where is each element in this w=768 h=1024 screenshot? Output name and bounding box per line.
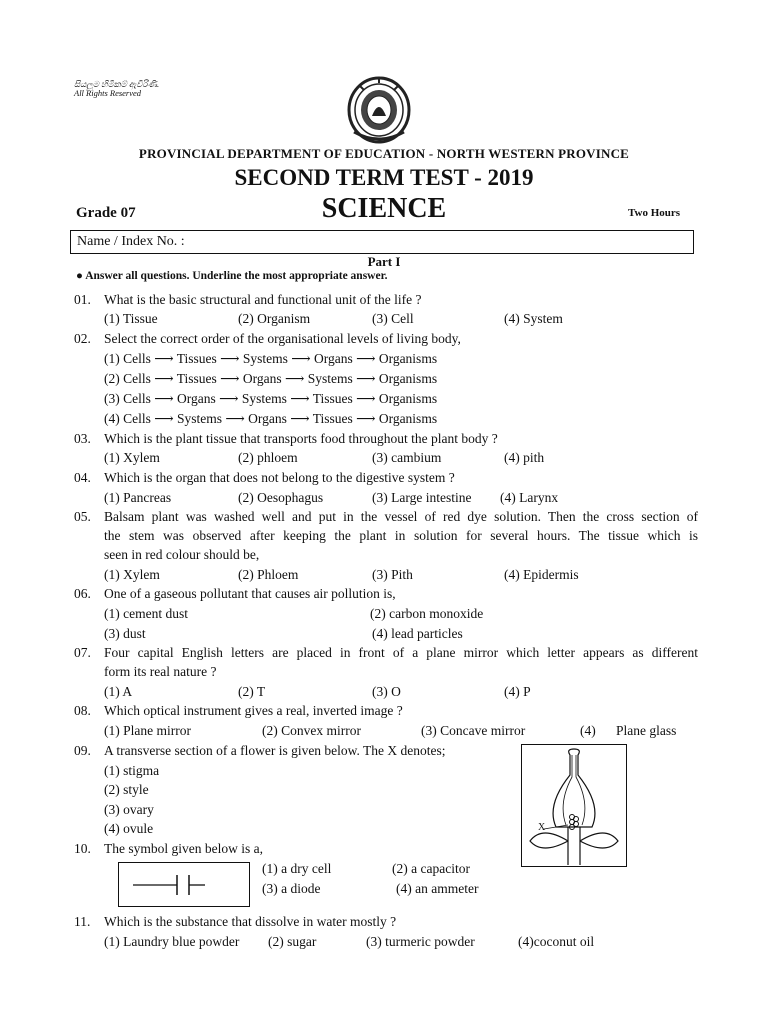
option[interactable]: (4) ovule: [104, 821, 154, 836]
option[interactable]: (1) A: [104, 684, 133, 699]
option[interactable]: (3) O: [372, 684, 401, 699]
department-title: PROVINCIAL DEPARTMENT OF EDUCATION - NORTH WESTERN PROVINCE: [138, 146, 630, 161]
option[interactable]: (1) Tissue: [104, 311, 158, 326]
rights-sinhala: සියලුම හිමිකම් ඇවිරිණි.: [74, 79, 160, 89]
option[interactable]: (4) an ammeter: [396, 881, 479, 896]
option[interactable]: (3) Large intestine: [372, 490, 472, 505]
option[interactable]: (2) sugar: [268, 934, 317, 949]
option[interactable]: (1) stigma: [104, 763, 160, 778]
question-number: 04.: [74, 470, 91, 485]
option[interactable]: (2) Cells ⟶ Tissues ⟶ Organs ⟶ Systems ⟶ Organisms: [104, 371, 438, 386]
question-number: 06.: [74, 586, 91, 601]
rights-english: All Rights Reserved: [74, 88, 142, 98]
option[interactable]: (3) ovary: [104, 802, 154, 817]
option[interactable]: (1) Pancreas: [104, 490, 172, 505]
option[interactable]: (1) Plane mirror: [104, 723, 191, 738]
subject-title: SCIENCE: [321, 193, 447, 224]
question-text-line: Four capital English letters are placed in front of a plane mirror which letter appears as different: [104, 645, 698, 660]
option[interactable]: (2) a capacitor: [392, 861, 470, 876]
option[interactable]: (1) cement dust: [104, 606, 188, 621]
option[interactable]: (2) Oesophagus: [238, 490, 324, 505]
question-number: 03.: [74, 431, 91, 446]
question-number: 08.: [74, 703, 91, 718]
option[interactable]: (1) Xylem: [104, 567, 160, 582]
option-text[interactable]: Plane glass: [616, 723, 677, 738]
rights-notice: [74, 80, 159, 98]
option[interactable]: (3) a diode: [262, 881, 321, 896]
question-text: What is the basic structural and functional unit of the life ?: [104, 292, 422, 307]
option[interactable]: (2) phloem: [238, 450, 298, 465]
question-text-line: Balsam plant was washed well and put in the vessel of red dye solution. Then the cross section of: [104, 509, 698, 524]
instruction: ● Answer all questions. Underline the most appropriate answer.: [76, 270, 388, 282]
question-number: 07.: [74, 645, 91, 660]
option[interactable]: (3) Cell: [372, 311, 414, 326]
option[interactable]: (4) Larynx: [500, 490, 559, 505]
diagram-label-x: X: [538, 822, 546, 833]
part-heading: Part I: [367, 254, 401, 269]
flower-section-icon: [522, 745, 626, 866]
option[interactable]: (2) carbon monoxide: [370, 606, 484, 621]
grade-label: Grade 07: [76, 205, 136, 221]
option[interactable]: (4) P: [504, 684, 531, 699]
option[interactable]: (1) Xylem: [104, 450, 160, 465]
option[interactable]: (3) Cells ⟶ Organs ⟶ Systems ⟶ Tissues ⟶ Organisms: [104, 391, 438, 406]
option[interactable]: (3) cambium: [372, 450, 442, 465]
instruction-text: Answer all questions. Underline the most appropriate answer.: [85, 270, 388, 282]
dry-cell-symbol-icon: [119, 863, 249, 906]
option[interactable]: (1) a dry cell: [262, 861, 332, 876]
question-text: Select the correct order of the organisational levels of living body,: [104, 331, 461, 346]
question-text: Which is the substance that dissolve in water mostly ?: [104, 914, 397, 929]
question-text: One of a gaseous pollutant that causes air pollution is,: [104, 586, 396, 601]
flower-section-diagram: [521, 744, 627, 867]
option[interactable]: (2) style: [104, 782, 149, 797]
question-number: 10.: [74, 841, 91, 856]
question-text-line: form its real nature ?: [104, 664, 217, 679]
question-text-line: the stem was observed after keeping the plant in solution for several hours. The tissue which is: [104, 528, 698, 543]
question-number: 11.: [74, 914, 91, 929]
option[interactable]: (2) Organism: [238, 311, 311, 326]
option[interactable]: (4)coconut oil: [518, 934, 595, 949]
option[interactable]: (4) System: [504, 311, 563, 326]
option[interactable]: (3) dust: [104, 626, 146, 641]
option[interactable]: (4) Cells ⟶ Systems ⟶ Organs ⟶ Tissues ⟶ Organisms: [104, 411, 438, 426]
option[interactable]: (4): [580, 723, 596, 738]
name-index-label: Name / Index No. :: [77, 234, 185, 249]
question-text: Which is the organ that does not belong to the digestive system ?: [104, 470, 455, 485]
question-number: 01.: [74, 292, 91, 307]
circuit-symbol-box: [118, 862, 250, 907]
question-text: A transverse section of a flower is given below. The X denotes;: [104, 743, 446, 758]
option[interactable]: (1) Laundry blue powder: [104, 934, 240, 949]
option[interactable]: (3) Concave mirror: [421, 723, 526, 738]
option[interactable]: (4) pith: [504, 450, 545, 465]
provincial-emblem-icon: [346, 76, 412, 146]
option[interactable]: (2) T: [238, 684, 266, 699]
question-text: Which optical instrument gives a real, inverted image ?: [104, 703, 403, 718]
question-number: 02.: [74, 331, 91, 346]
test-title: SECOND TERM TEST - 2019: [234, 165, 534, 190]
name-index-field[interactable]: [70, 230, 694, 254]
option[interactable]: (4) lead particles: [372, 626, 463, 641]
question-text: Which is the plant tissue that transports food throughout the plant body ?: [104, 431, 498, 446]
option[interactable]: (4) Epidermis: [504, 567, 579, 582]
option[interactable]: (1) Cells ⟶ Tissues ⟶ Systems ⟶ Organs ⟶ Organisms: [104, 351, 438, 366]
option[interactable]: (2) Phloem: [238, 567, 299, 582]
option[interactable]: (2) Convex mirror: [262, 723, 361, 738]
question-number: 05.: [74, 509, 91, 524]
option[interactable]: (3) turmeric powder: [366, 934, 475, 949]
question-number: 09.: [74, 743, 91, 758]
option[interactable]: (3) Pith: [372, 567, 413, 582]
duration-label: Two Hours: [628, 207, 681, 219]
question-text-line: seen in red colour should be,: [104, 547, 260, 562]
question-text: The symbol given below is a,: [104, 841, 263, 856]
